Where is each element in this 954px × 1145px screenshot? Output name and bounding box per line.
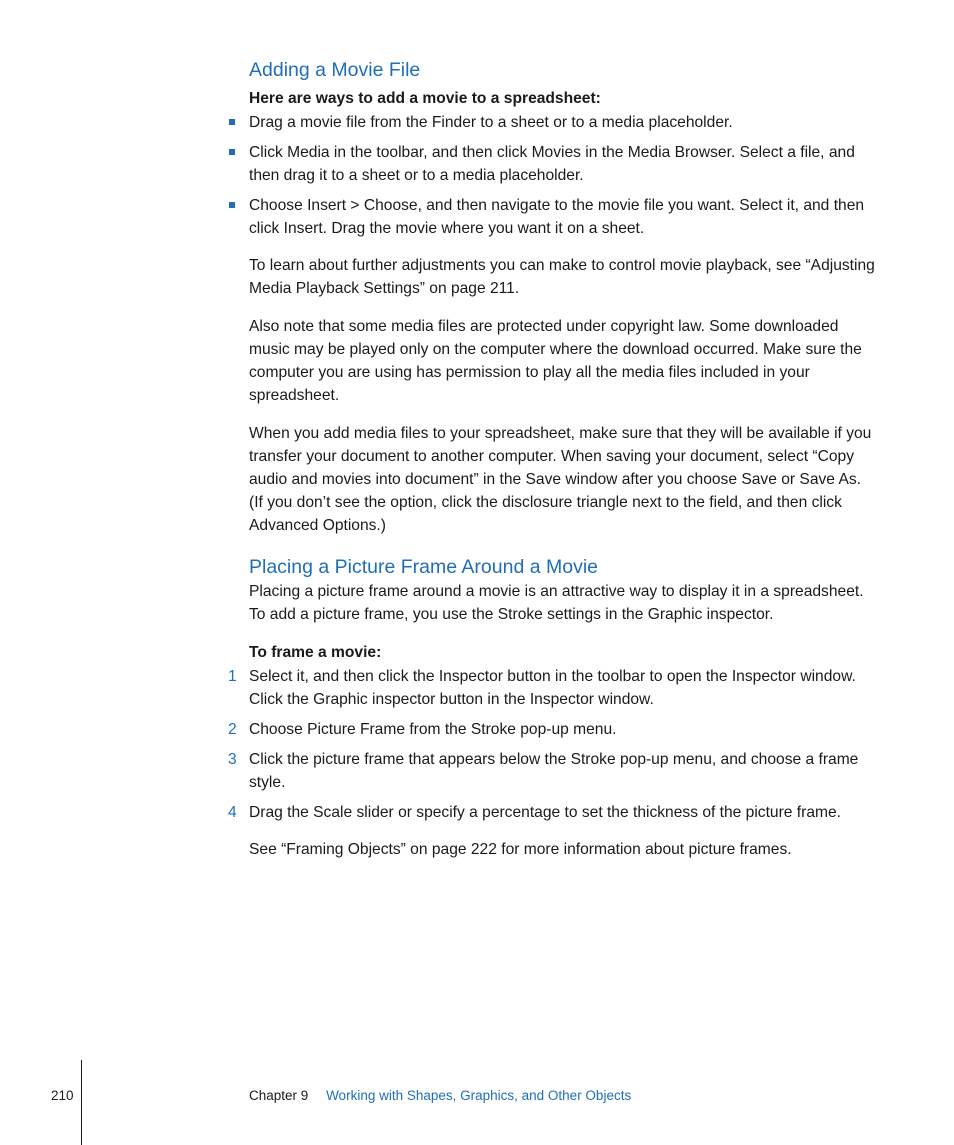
bullet-text: Choose Insert > Choose, and then navigate to the movie file you want. Select it, and then click Insert. Drag the movie where you want it on a sheet. [249,197,865,237]
section-heading-adding-movie: Adding a Movie File [249,59,421,81]
bullet-list [249,111,877,240]
list-item [249,194,877,240]
list-item [228,718,877,741]
step-text: Select it, and then click the Inspector button in the toolbar to open the Inspector window. Click the Graphic inspector button in the Inspector window. [249,668,856,708]
step-text: Click the picture frame that appears below the Stroke pop-up menu, and choose a frame style. [249,751,859,791]
list-item [249,111,877,134]
square-bullet-icon [229,202,235,208]
body-paragraph: To learn about further adjustments you can make to control movie playback, see “Adjusting Media Playback Settings” on page 211. [249,257,875,297]
step-text: Drag the Scale slider or specify a percentage to set the thickness of the picture frame. [249,804,841,821]
page-content [228,57,877,861]
body-paragraph: Placing a picture frame around a movie is an attractive way to display it in a spreadsheet. To add a picture frame, you use the Stroke settings in the Graphic inspector. [249,583,864,623]
step-number: 1 [228,668,237,685]
page-number: 210 [51,1088,74,1103]
square-bullet-icon [229,149,235,155]
square-bullet-icon [229,119,235,125]
body-paragraph: See “Framing Objects” on page 222 for more information about picture frames. [249,841,792,858]
body-paragraph: When you add media files to your spreadsheet, make sure that they will be available if you transfer your document to another computer. When saving your document, select “Copy audio and movies into document” in the Save window after you choose Save or Save As. (If you don’t see the option, click the disclosure triangle next to the field, and then click Advanced Options.) [249,425,872,534]
step-number: 4 [228,804,237,821]
step-number: 3 [228,751,237,768]
section-heading-picture-frame: Placing a Picture Frame Around a Movie [249,556,599,578]
footer-divider [81,1060,82,1145]
chapter-label: Chapter 9 [249,1088,309,1103]
step-number: 2 [228,721,237,738]
list-item [249,141,877,187]
list-item [228,801,877,824]
bullet-text: Click Media in the toolbar, and then click Movies in the Media Browser. Select a file, and then drag it to a sheet or to a media placeholder. [249,144,855,184]
numbered-list [228,665,877,824]
list-item [228,748,877,794]
bullet-text: Drag a movie file from the Finder to a sheet or to a media placeholder. [249,114,733,131]
lead-ways-to-add: Here are ways to add a movie to a spreadsheet: [249,90,601,107]
body-paragraph: Also note that some media files are protected under copyright law. Some downloaded music may be played only on the computer where the download occurred. Make sure the computer you are using has permission to play all the media files included in your spreadsheet. [249,318,862,404]
step-text: Choose Picture Frame from the Stroke pop-up menu. [249,721,617,738]
lead-to-frame-movie: To frame a movie: [249,644,382,661]
chapter-title: Working with Shapes, Graphics, and Other Objects [326,1088,632,1103]
running-footer [249,1088,631,1103]
list-item [228,665,877,711]
